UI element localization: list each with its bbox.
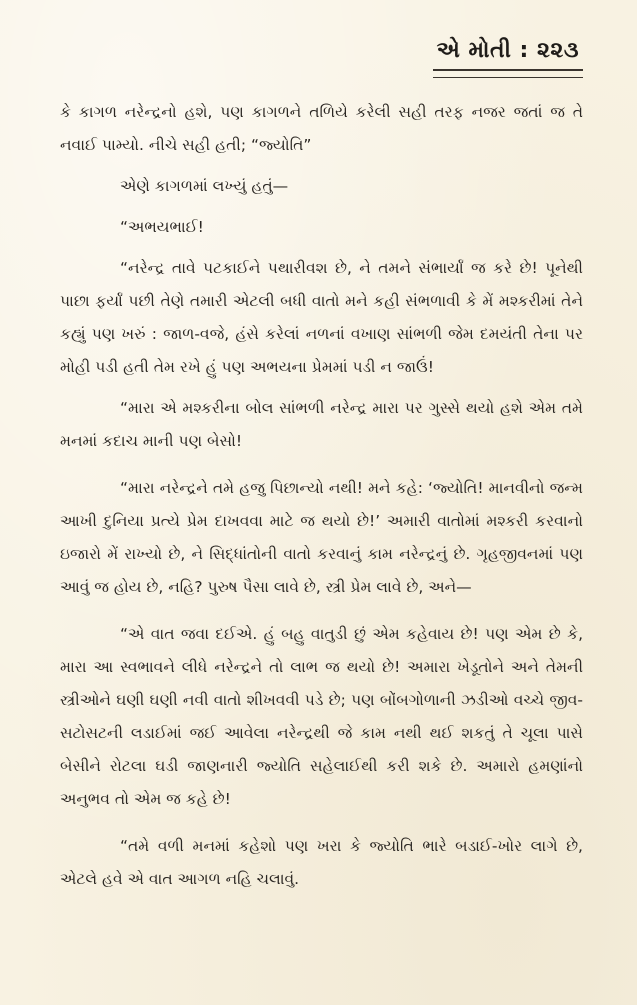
paragraph-letter-2: “મારા એ મશ્કરીના બોલ સાંભળી નરેન્દ્ર મારા પર ગુસ્સે થયો હશે એમ તમે મનમાં કદાચ માની પણ બેસો!: [60, 399, 583, 450]
paragraph-letter-1: “નરેન્દ્ર તાવે પટકાઈને પથારીવશ છે, ને તમને સંભાર્યાં જ કરે છે! પૂનેથી પાછા ફર્યાં પછી તેણે તમારી એટલી બધી વાતો મને કહી સંભળાવી કે મેં મશ્કરીમાં તેને કહ્યું પણ ખરું : જાળ-વજે, હંસે કરેલાં નળનાં વખાણ સાંભળી જેમ દમયંતી તેના પર મોહી પડી હતી તેમ રખે હું પણ અભયના પ્રેમમાં પડી ન જાઉં!: [60, 259, 583, 376]
paragraph-letter-3: “મારા નરેન્દ્રને તમે હજુ પિછાન્યો નથી! મને કહે: ‘જ્યોતિ! માનવીનો જન્મ આખી દુનિયા પ્રત્યે પ્રેમ દાખવવા માટે જ થયો છે!’ અમારી વાતોમાં મશ્કરી કરવાનો ઇજારો મેં રાખ્યો છે, ને સિદ્ધાંતોની વાતો કરવાનું કામ નરેન્દ્રનું છે. ગૃહજીવનમાં પણ આવું જ હોય છે, નહિ? પુરુષ પૈસા લાવે છે, સ્ત્રી પ્રેમ લાવે છે, અને—: [60, 479, 583, 596]
paragraph-letter-4: “એ વાત જવા દઈએ. હું બહુ વાતુડી છું એમ કહેવાય છે! પણ એમ છે કે, મારા આ સ્વભાવને લીધે નરેન્દ્રને તો લાભ જ થયો છે! અમારા ખેડૂતોને અને તેમની સ્ત્રીઓને ઘણી ઘણી નવી વાતો શીખવવી પડે છે; પણ બોંબગોળાની ઝડીઓ વચ્ચે જીવ-સટોસટની લડાઈમાં જઈ આવેલા નરેન્દ્રથી જે કામ નથી થઈ શકતું તે ચૂલા પાસે બેસીને રોટલા ઘડી જાણનારી જ્યોતિ સહેલાઈથી કરી શકે છે. અમારો હમણાંનો અનુભવ તો એમ જ કહે છે!: [60, 625, 583, 808]
paragraph-letter-intro: એણે કાગળમાં લખ્યું હતું—: [120, 177, 289, 195]
paragraph-letter-5: “તમે વળી મનમાં કહેશો પણ ખરા કે જ્યોતિ ભારે બડાઈ-ખોર લાગે છે, એટલે હવે એ વાત આગળ નહિ ચલાવું.: [60, 837, 583, 888]
running-header: એ મોતી : ૨૨૩: [436, 38, 579, 63]
header-underline: [433, 69, 583, 78]
paragraph-salutation: “અભયભાઈ!: [120, 218, 204, 236]
paragraph-continuation: કે કાગળ નરેન્દ્રનો હશે, પણ કાગળને તળિયે કરેલી સહી તરફ નજર જતાં જ તે નવાઈ પામ્યો. નીચે સહી હતી; “જ્યોતિ”: [60, 103, 583, 154]
